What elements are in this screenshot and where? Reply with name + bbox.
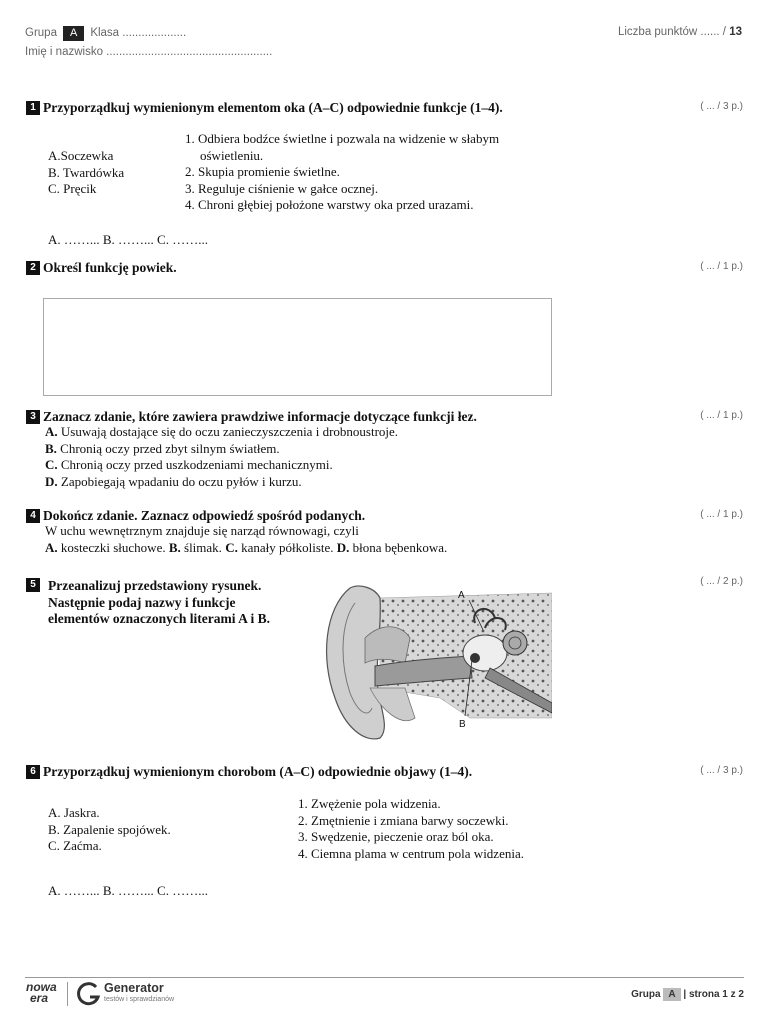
question-number: 5 xyxy=(26,578,40,592)
question-1-items xyxy=(48,148,124,198)
list-item: 1. Odbiera bodźce świetlne i pozwala na widzenie w słabym xyxy=(185,131,500,146)
footer-group-label: Grupa xyxy=(631,989,661,1000)
option-text: ślimak. xyxy=(180,540,226,555)
question-number: 2 xyxy=(26,261,40,275)
question-title-line: Przeanalizuj przedstawiony rysunek. xyxy=(48,578,262,593)
option-c[interactable] xyxy=(225,540,337,555)
option-text: kosteczki słuchowe. xyxy=(57,540,169,555)
generator-subtitle: testów i sprawdzianów xyxy=(104,996,175,1003)
question-points: ( ... / 1 p.) xyxy=(700,261,743,272)
answer-line[interactable]: A. ……... B. ……... C. ……... xyxy=(48,883,208,898)
question-title: Dokończ zdanie. Zaznacz odpowiedź spośród podanych. xyxy=(43,508,366,523)
option-b[interactable] xyxy=(169,540,225,555)
question-4-options xyxy=(45,540,447,557)
ear-illustration xyxy=(320,578,552,748)
points-summary xyxy=(618,26,742,38)
class-field: Klasa .................... xyxy=(90,27,187,39)
list-item: A.Soczewka xyxy=(48,148,114,163)
list-item: B. Twardówka xyxy=(48,164,125,180)
list-item: 3. Reguluje ciśnienie w gałce ocznej. xyxy=(185,180,379,196)
option-letter: D. xyxy=(45,473,58,489)
generator-title: Generator xyxy=(104,981,164,995)
list-item: oświetleniu. xyxy=(200,147,264,163)
question-number: 1 xyxy=(26,101,40,115)
question-6-symptoms xyxy=(298,796,524,862)
list-item: A. Jaskra. xyxy=(48,805,100,820)
option-text: Chronią oczy przed zbyt silnym światłem. xyxy=(56,440,280,456)
question-points: ( ... / 1 p.) xyxy=(700,509,743,520)
footer-page-info xyxy=(631,988,744,1001)
option-c[interactable] xyxy=(45,457,398,474)
list-item: 3. Swędzenie, pieczenie oraz ból oka. xyxy=(298,829,494,844)
question-2-heading xyxy=(26,259,177,277)
group-label: Grupa xyxy=(25,27,57,39)
answer-box[interactable] xyxy=(43,298,552,396)
points-total: 13 xyxy=(729,26,742,38)
generator-brand xyxy=(104,982,174,1006)
question-points: ( ... / 2 p.) xyxy=(700,576,743,587)
answer-line[interactable]: A. ……... B. ……... C. ……... xyxy=(48,232,208,247)
group-badge: A xyxy=(63,26,84,41)
option-letter: B. xyxy=(45,440,57,456)
nowa-era-logo xyxy=(26,982,57,1004)
question-stem: W uchu wewnętrznym znajduje się narząd równowagi, czyli xyxy=(45,523,359,538)
question-title-line: Następnie podaj nazwy i funkcje xyxy=(48,594,236,610)
label-b: B xyxy=(459,719,466,730)
label-a: A xyxy=(458,590,465,601)
list-item: C. Zaćma. xyxy=(48,838,102,853)
logo-text: nowa xyxy=(26,980,57,994)
question-number: 3 xyxy=(26,410,40,424)
question-6-heading xyxy=(26,763,472,781)
option-d[interactable] xyxy=(337,540,447,555)
generator-logo-icon xyxy=(76,981,102,1007)
name-field: Imię i nazwisko .................................................... xyxy=(25,46,273,58)
option-text: Usuwają dostające się do oczu zanieczyszczenia i drobnoustroje. xyxy=(57,424,399,439)
page-number: | strona 1 z 2 xyxy=(683,989,744,1000)
option-a[interactable] xyxy=(45,424,398,441)
option-text: Zapobiegają wpadaniu do oczu pyłów i kurzu. xyxy=(57,473,302,489)
option-letter: A. xyxy=(45,424,58,439)
question-points: ( ... / 1 p.) xyxy=(700,410,743,421)
option-letter: B. xyxy=(168,540,181,555)
question-title: Zaznacz zdanie, które zawiera prawdziwe informacje dotyczące funkcji łez. xyxy=(43,409,477,424)
list-item: 2. Skupia promienie świetlne. xyxy=(185,164,340,179)
option-text: błona bębenkowa. xyxy=(349,540,448,555)
option-a[interactable] xyxy=(45,540,169,555)
logo-text: era xyxy=(30,991,49,1005)
option-letter: C. xyxy=(45,457,58,472)
question-points: ( ... / 3 p.) xyxy=(700,101,743,112)
question-title-line: elementów oznaczonych literami A i B. xyxy=(48,611,270,626)
question-5-title xyxy=(48,578,270,628)
question-title: Określ funkcję powiek. xyxy=(43,260,177,275)
list-item: C. Pręcik xyxy=(48,181,97,196)
option-text: kanały półkoliste. xyxy=(237,540,337,555)
question-6-diseases xyxy=(48,805,171,855)
list-item: 4. Ciemna plama w centrum pola widzenia. xyxy=(298,845,524,861)
option-letter: A. xyxy=(45,540,58,555)
option-d[interactable] xyxy=(45,474,398,491)
question-title: Przyporządkuj wymienionym elementom oka (A–C) odpowiednie funkcje (1–4). xyxy=(43,100,503,115)
question-1-functions xyxy=(185,131,499,214)
footer-separator xyxy=(67,982,68,1006)
question-3-options xyxy=(45,424,398,490)
list-item: B. Zapalenie spojówek. xyxy=(48,821,171,837)
question-number: 4 xyxy=(26,509,40,523)
question-5-number xyxy=(26,576,43,594)
option-b[interactable] xyxy=(45,441,398,458)
header-group xyxy=(25,26,186,41)
question-title: Przyporządkuj wymienionym chorobom (A–C) odpowiednie objawy (1–4). xyxy=(43,764,473,779)
footer-divider xyxy=(25,977,744,978)
option-letter: C. xyxy=(225,540,238,555)
list-item: 1. Zwężenie pola widzenia. xyxy=(298,796,441,811)
question-1-heading xyxy=(26,99,503,117)
option-text: Chronią oczy przed uszkodzeniami mechanicznymi. xyxy=(57,457,333,472)
option-letter: D. xyxy=(336,540,350,555)
question-points: ( ... / 3 p.) xyxy=(700,765,743,776)
points-label: Liczba punktów ...... / xyxy=(617,26,726,38)
list-item: 4. Chroni głębiej położone warstwy oka przed urazami. xyxy=(185,197,474,212)
question-number: 6 xyxy=(26,765,40,779)
footer-group-badge: A xyxy=(663,988,680,1001)
list-item: 2. Zmętnienie i zmiana barwy soczewki. xyxy=(298,812,509,828)
